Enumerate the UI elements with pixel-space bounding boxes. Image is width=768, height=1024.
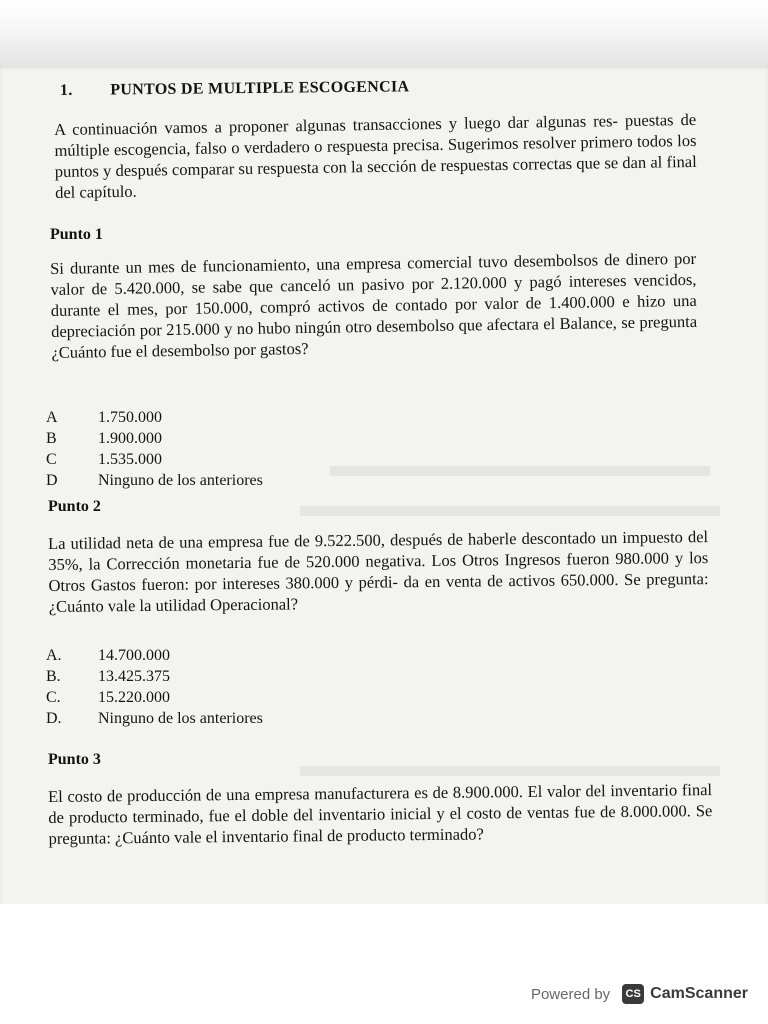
section-number: 1. (59, 81, 73, 99)
option-d (46, 708, 263, 729)
bleed-through-line (300, 506, 720, 516)
option-letter: C. (46, 689, 61, 706)
camscanner-logo-icon: CS (622, 984, 644, 1004)
camscanner-brand: CamScanner (650, 985, 748, 1002)
option-c (46, 449, 263, 470)
option-d (46, 470, 263, 491)
intro-paragraph: A continuación vamos a proponer algunas transacciones y luego dar algunas res- puestas de múltiple escogencia, falso o verdadero o respuesta precisa. Sugerimos resolver primero todos los puntos y después comparar su respuesta con la sección de respuestas correctas que se dan al final del capítulo. (54, 109, 697, 202)
option-text: 1.900.000 (98, 430, 162, 447)
option-letter: C (46, 451, 57, 468)
section-heading (60, 78, 409, 100)
punto-1-title: Punto 1 (50, 226, 103, 243)
option-a (46, 407, 263, 428)
punto-2-options (46, 645, 263, 729)
option-letter: D (46, 472, 58, 489)
option-c (46, 687, 263, 708)
punto-2-title: Punto 2 (48, 498, 101, 515)
option-text: 1.750.000 (98, 409, 162, 426)
powered-by-label: Powered by (530, 985, 611, 1003)
option-b (46, 428, 263, 449)
option-letter: D. (46, 710, 62, 727)
option-text: 13.425.375 (98, 668, 170, 685)
option-b (46, 666, 263, 687)
option-a (46, 645, 263, 666)
option-text: Ninguno de los anteriores (98, 710, 263, 727)
option-text: 14.700.000 (98, 647, 170, 664)
punto-3-title: Punto 3 (48, 751, 101, 768)
bleed-through-line (330, 466, 710, 476)
option-letter: A. (46, 647, 62, 664)
punto-3-question: El costo de producción de una empresa manufacturera es de 8.900.000. El valor del inventario final de producto terminado, fue el doble del inventario inicial y el costo de ventas fue de 8.000.000. Se pregunta: ¿Cuánto vale el inventario final de producto terminado? (48, 780, 713, 848)
punto-2-question: La utilidad neta de una empresa fue de 9.522.500, después de haberle descontado un impuesto del 35%, la Corrección monetaria fue de 520.000 negativa. Los Otros Ingresos fueron 980.000 y los Otros Gastos fueron: por intereses 380.000 y pérdi- da en venta de activos 650.000. Se pregunta: ¿Cuánto vale la utilidad Operacional? (48, 527, 709, 616)
option-text: Ninguno de los anteriores (98, 472, 263, 489)
option-letter: B. (46, 668, 61, 685)
camscanner-watermark (531, 984, 748, 1004)
punto-1-question: Si durante un mes de funcionamiento, una empresa comercial tuvo desembolsos de dinero por valor de 5.420.000, se sabe que canceló un pasivo por 2.120.000 y pagó intereses vencidos, durante el mes, por 150.000, compró activos de contado por valor de 1.400.000 e hizo una depreciación por 215.000 y no hubo ningún otro desembolso que afectara el Balance, se pregunta ¿Cuánto fue el desembolso por gastos? (50, 248, 698, 362)
section-title: PUNTOS DE MULTIPLE ESCOGENCIA (110, 78, 410, 99)
bleed-through-line (300, 766, 720, 776)
option-letter: B (46, 430, 57, 447)
option-text: 15.220.000 (98, 689, 170, 706)
option-text: 1.535.000 (98, 451, 162, 468)
scan-top-margin (0, 0, 768, 66)
punto-1-options (46, 407, 263, 491)
option-letter: A (46, 409, 58, 426)
